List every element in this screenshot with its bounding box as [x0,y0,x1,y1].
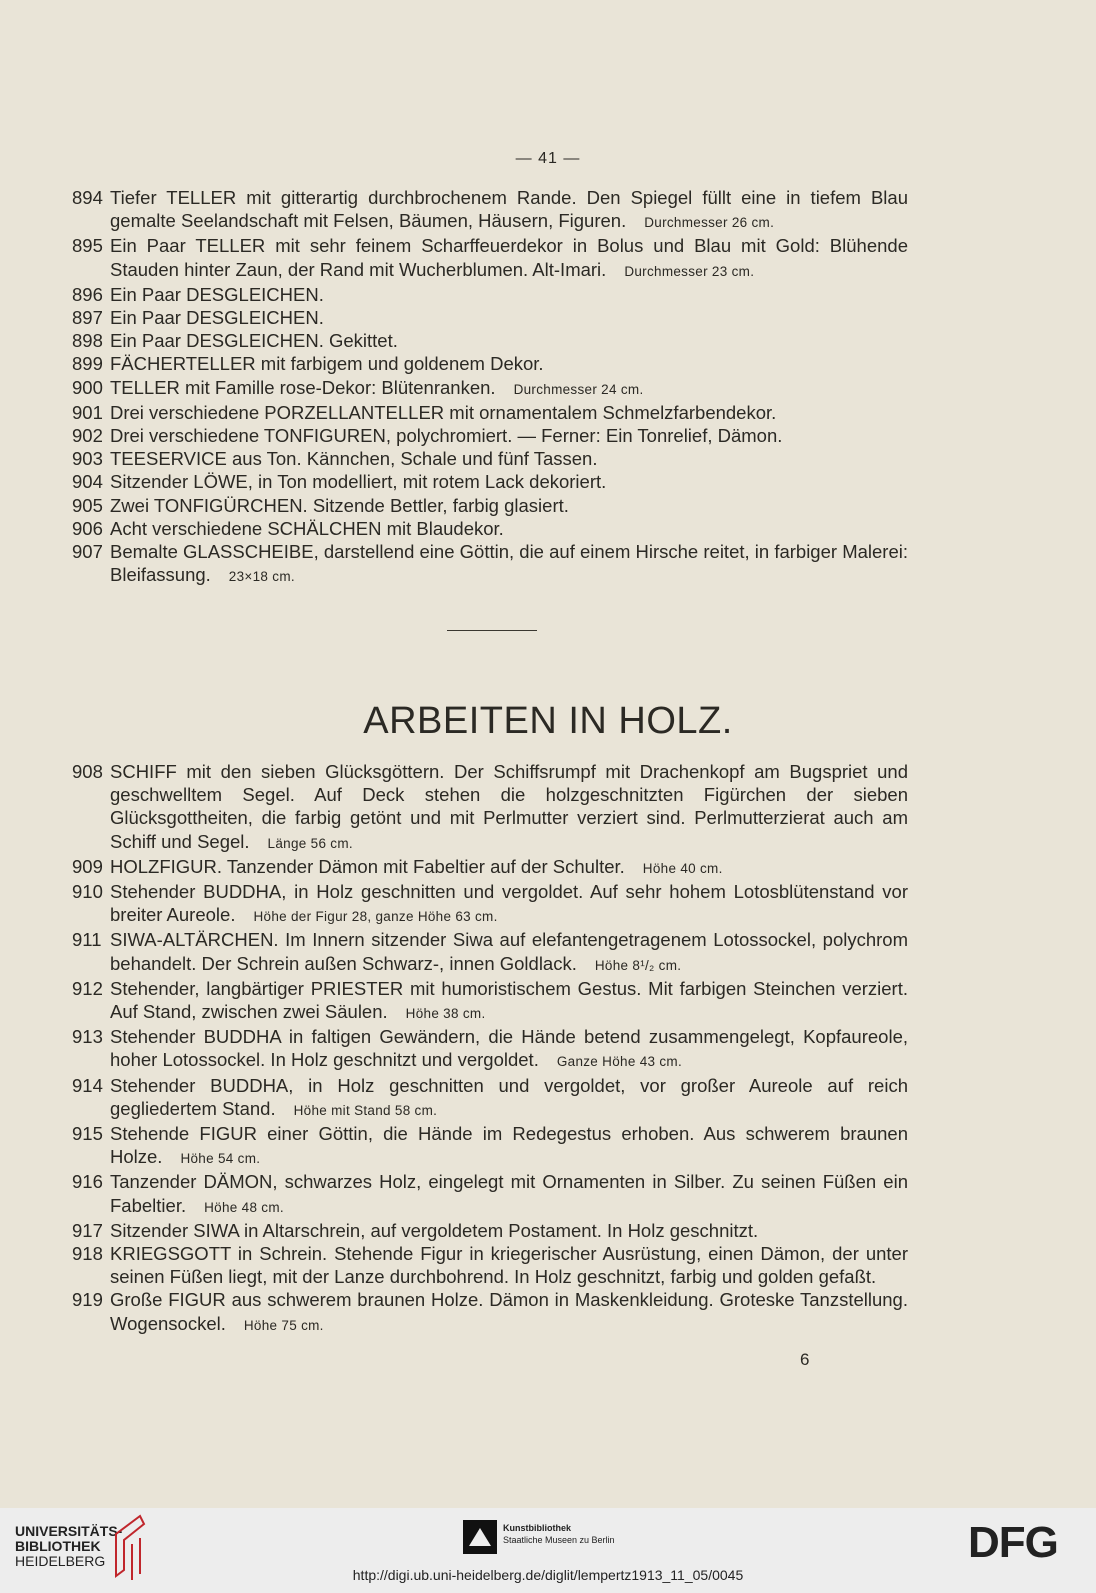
entry-number: 906 [72,517,103,539]
catalog-entry [72,1242,908,1288]
entry-text [110,424,908,447]
entry-text [110,283,908,306]
entry-description: Ein Paar TELLER mit sehr feinem Scharffeuerdekor in Bolus und Blau mit Gold: Blühende Stauden hinter Zaun, der Rand mit Wucherblumen. Alt-Imari. [110,235,908,280]
kunstbibliothek-label [503,1522,615,1546]
entry-text [110,1122,908,1170]
entry-text [110,855,908,880]
entry-text [110,1074,908,1122]
entry-number: 913 [72,1026,103,1048]
entry-number: 895 [72,235,103,257]
page-number: — 41 — [515,150,581,167]
entry-number: 896 [72,283,103,305]
catalog-entry [72,1170,908,1218]
entry-text [110,1219,908,1242]
source-url[interactable]: http://digi.ub.uni-heidelberg.de/diglit/lempertz1913_11_05/0045 [352,1567,744,1583]
catalog-entry [72,1122,908,1170]
entry-number: 899 [72,353,103,375]
catalog-entry [72,1025,908,1073]
entry-description: Ein Paar DESGLEICHEN. Gekittet. [110,330,398,352]
entry-text [110,234,908,282]
entry-measurement: Höhe 40 cm. [642,860,723,876]
entry-measurement: 23×18 cm. [228,569,295,585]
entry-description: Große FIGUR aus schwerem braunen Holze. Dämon in Maskenkleidung. Groteske Tanzstellung. Wogensockel. [110,1289,908,1334]
catalog-entry [72,928,908,976]
entry-text [110,880,908,928]
entry-number: 917 [72,1219,103,1241]
entry-text [110,306,908,329]
entry-measurement: Durchmesser 26 cm. [644,215,775,231]
entry-description: Tanzender DÄMON, schwarzes Holz, eingelegt mit Ornamenten in Silber. Zu seinen Füßen ein Fabeltier. [110,1171,908,1216]
entry-description: Ein Paar DESGLEICHEN. [110,307,324,329]
entry-measurement: Höhe 54 cm. [180,1151,261,1167]
catalog-entry [72,977,908,1025]
ub-line-3: HEIDELBERG [15,1553,106,1569]
entry-number: 902 [72,425,103,447]
entry-measurement: Höhe 75 cm. [243,1317,324,1333]
entry-description: SCHIFF mit den sieben Glücksgöttern. Der Schiffsrumpf mit Drachenkopf am Bugspriet und geschwelltem Segel. Auf Deck stehen die holzgeschnitzten Figürchen der sieben Glücksgottheiten, die farbig getönt und mit Perlmutter verziert sind. Perlmutterzierat auch am Schiff und Segel. [110,761,908,852]
entry-number: 910 [72,881,103,903]
catalog-entry [72,376,908,401]
entry-measurement: Höhe 38 cm. [405,1006,486,1022]
entry-text [110,1242,908,1288]
entry-number: 918 [72,1243,103,1265]
entry-number: 900 [72,376,103,398]
catalog-entry [72,540,908,588]
entry-description: Drei verschiedene TONFIGUREN, polychromiert. — Ferner: Ein Tonrelief, Dämon. [110,425,783,447]
entry-number: 911 [72,929,102,951]
catalog-entry [72,517,908,540]
entry-description: Zwei TONFIGÜRCHEN. Sitzende Bettler, farbig glasiert. [110,494,569,516]
entry-number: 916 [72,1171,103,1193]
catalog-entry [72,424,908,447]
ub-heidelberg-label [15,1524,122,1569]
catalog-entry [72,352,908,375]
entry-description: Stehender BUDDHA, in Holz geschnitten und vergoldet, vor großer Aureole auf reich gegliedertem Stand. [110,1074,908,1119]
entries-bottom [72,760,908,1337]
entry-number: 905 [72,494,103,516]
entry-text [110,447,908,470]
entry-number: 894 [72,187,103,208]
entry-text [110,494,908,517]
entry-number: 919 [72,1289,103,1311]
entry-number: 901 [72,401,103,423]
catalog-entry [72,1219,908,1242]
catalog-entry [72,880,908,928]
ub-line-2: BIBLIOTHEK [15,1538,101,1554]
catalog-entry [72,855,908,880]
entry-description: TEESERVICE aus Ton. Kännchen, Schale und fünf Tassen. [110,448,598,470]
catalog-entry [72,401,908,424]
entry-number: 907 [72,541,103,563]
catalog-entry [72,329,908,352]
entry-number: 915 [72,1123,103,1145]
entry-text [110,760,908,855]
entry-text [110,470,908,493]
entry-description: Stehende FIGUR einer Göttin, die Hände im Redegestus erhoben. Aus schwerem braunen Holze. [110,1123,908,1168]
catalog-entry [72,1288,908,1336]
entry-measurement: Ganze Höhe 43 cm. [556,1054,683,1070]
entry-number: 897 [72,307,103,329]
entry-description: Stehender BUDDHA, in Holz geschnitten und vergoldet. Auf sehr hohem Lotosblütenstand vor breiter Aureole. [110,881,908,926]
entry-measurement: Höhe 48 cm. [204,1199,284,1215]
entry-description: HOLZFIGUR. Tanzender Dämon mit Fabeltier auf der Schulter. [110,855,625,877]
entry-text [110,376,908,401]
entry-measurement: Länge 56 cm. [267,835,353,851]
entry-measurement: Höhe der Figur 28, ganze Höhe 63 cm. [253,909,498,925]
catalog-entry [72,306,908,329]
entry-text [110,186,908,234]
catalog-entry [72,283,908,306]
entry-description: SIWA-ALTÄRCHEN. Im Innern sitzender Siwa auf elefantengetragenem Lotossockel, polychrom behandelt. Der Schrein außen Schwarz-, innen Goldlack. [110,929,908,974]
entry-description: Drei verschiedene PORZELLANTELLER mit ornamentalem Schmelzfarbendekor. [110,401,777,423]
entry-number: 904 [72,471,103,493]
entry-text [110,517,908,540]
entry-description: KRIEGSGOTT in Schrein. Stehende Figur in kriegerischer Ausrüstung, einen Dämon, der unter seinen Füßen liegt, mit der Lanze durchbohrend. In Holz geschnitzt, farbig und golden gefaßt. [110,1243,908,1288]
entry-description: Ein Paar DESGLEICHEN. [110,283,324,305]
kb-line-2: Staatliche Museen zu Berlin [503,1535,615,1545]
entry-text [110,1170,908,1218]
entry-number: 912 [72,977,103,999]
entry-description: FÄCHERTELLER mit farbigem und goldenem Dekor. [110,353,544,375]
entry-number: 898 [72,330,103,352]
entry-description: Tiefer TELLER mit gitterartig durchbrochenem Rande. Den Spiegel füllt eine in tiefem Blau gemalte Seelandschaft mit Felsen, Bäumen, Häusern, Figuren. [110,187,908,232]
entry-text [110,540,908,588]
entry-number: 908 [72,761,103,782]
kunstbibliothek-logo-icon [463,1520,497,1554]
entry-description: Stehender, langbärtiger PRIESTER mit humoristischem Gestus. Mit farbigen Steinchen verziert. Auf Stand, zwischen zwei Säulen. [110,977,908,1023]
section-title: ARBEITEN IN HOLZ. [363,700,733,742]
entry-text [110,352,908,375]
catalog-entry [72,234,908,282]
entry-text [110,401,908,424]
entry-text [110,977,908,1025]
entry-text [110,1288,908,1336]
catalog-entry [72,1074,908,1122]
dfg-logo: DFG [968,1518,1058,1567]
entry-measurement: Höhe mit Stand 58 cm. [293,1102,438,1118]
kb-line-1: Kunstbibliothek [503,1523,571,1533]
entry-description: Sitzender SIWA in Altarschrein, auf vergoldetem Postament. In Holz geschnitzt. [110,1219,759,1241]
entry-text [110,928,908,976]
entry-number: 903 [72,448,103,470]
catalog-entry [72,760,908,855]
catalog-entry [72,186,908,234]
entry-measurement: Durchmesser 23 cm. [624,263,755,279]
section-divider [447,630,537,631]
entry-measurement: Höhe 8¹/₂ cm. [594,957,682,973]
entry-number: 909 [72,855,103,877]
catalog-entry [72,470,908,493]
ub-line-1: UNIVERSITÄTS- [15,1523,123,1539]
signature-mark: 6 [800,1350,810,1369]
catalog-entry [72,494,908,517]
entries-top [72,186,908,588]
entry-description: TELLER mit Famille rose-Dekor: Blütenranken. [110,376,496,398]
entry-text [110,1025,908,1073]
entry-description: Acht verschiedene SCHÄLCHEN mit Blaudekor. [110,517,504,539]
entry-description: Bemalte GLASSCHEIBE, darstellend eine Göttin, die auf einem Hirsche reitet, in farbiger Malerei: Bleifassung. [110,541,908,586]
entry-number: 914 [72,1074,103,1096]
entry-measurement: Durchmesser 24 cm. [513,381,644,397]
catalog-entry [72,447,908,470]
entry-description: Stehender BUDDHA in faltigen Gewändern, die Hände betend zusammengelegt, Kopfaureole, hoher Lotossockel. In Holz geschnitzt und vergoldet. [110,1026,908,1071]
entry-text [110,329,908,352]
entry-description: Sitzender LÖWE, in Ton modelliert, mit rotem Lack dekoriert. [110,471,607,493]
